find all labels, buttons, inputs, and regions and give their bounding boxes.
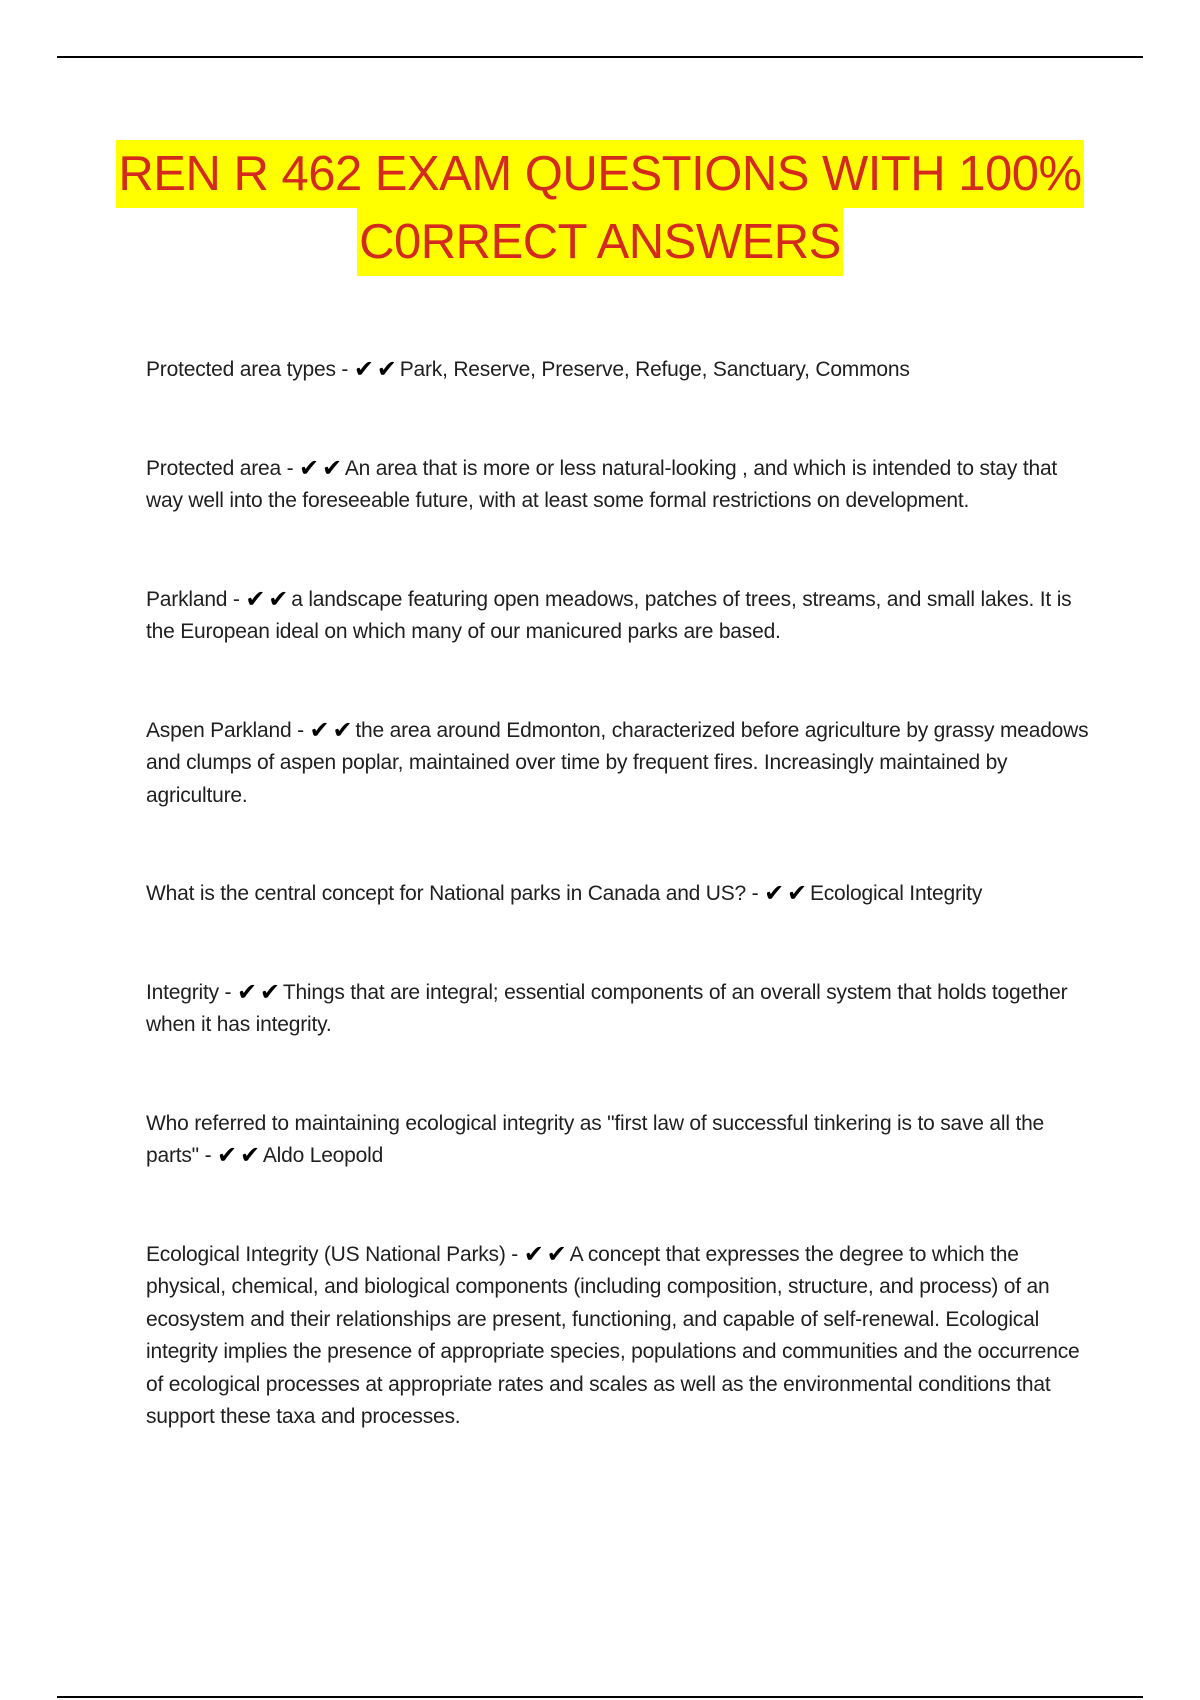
qa-entry xyxy=(146,354,1096,387)
entry-separator: - xyxy=(227,587,246,611)
entry-term: Integrity xyxy=(146,980,219,1004)
check-mark-icon: ✔ xyxy=(217,1141,237,1169)
entry-term: Who referred to maintaining ecological integrity as "first law of successful tinkering is to save all the parts" xyxy=(146,1111,1045,1167)
qa-entry xyxy=(146,584,1096,649)
check-mark-icon: ✔ xyxy=(353,355,374,383)
check-mark-icon: ✔ xyxy=(787,879,807,907)
entry-answer: Park, Reserve, Preserve, Refuge, Sanctuary, Commons xyxy=(399,358,910,381)
entry-term: What is the central concept for National parks in Canada and US? xyxy=(146,882,747,905)
check-mark-icon: ✔ xyxy=(332,715,353,744)
qa-entry xyxy=(146,715,1096,813)
bottom-rule xyxy=(57,1696,1143,1698)
entry-separator: - xyxy=(291,718,310,742)
check-mark-icon: ✔ xyxy=(764,879,785,907)
check-mark-icon: ✔ xyxy=(236,977,257,1006)
check-mark-icon: ✔ xyxy=(546,1239,567,1268)
check-mark-icon: ✔ xyxy=(321,453,342,482)
check-mark-icon: ✔ xyxy=(259,977,280,1006)
qa-entry xyxy=(146,1239,1096,1434)
entry-separator: - xyxy=(280,456,300,480)
qa-entry xyxy=(146,878,1096,911)
check-mark-icon: ✔ xyxy=(523,1239,544,1268)
entry-term: Protected area xyxy=(146,456,281,480)
entry-separator: - xyxy=(505,1242,524,1266)
entry-term: Ecological Integrity (US National Parks) xyxy=(146,1242,506,1266)
entry-separator: - xyxy=(746,882,765,905)
entry-answer: the area around Edmonton, characterized before agriculture by grassy meadows and clumps of aspen poplar, maintained over time by frequent fires. Increasingly maintained by agriculture. xyxy=(146,718,1089,807)
check-mark-icon: ✔ xyxy=(309,715,330,744)
entry-answer: An area that is more or less natural-looking , and which is intended to stay that way well into the foreseeable future, with at least some formal restrictions on development. xyxy=(146,456,1058,512)
entry-separator: - xyxy=(218,980,237,1004)
entry-answer: a landscape featuring open meadows, patches of trees, streams, and small lakes. It is the European ideal on which many of our manicured parks are based. xyxy=(146,587,1072,643)
check-mark-icon: ✔ xyxy=(268,584,289,613)
title-line-1: REN R 462 EXAM QUESTIONS WITH 100% xyxy=(116,140,1083,208)
entry-answer: A concept that expresses the degree to which the physical, chemical, and biological components (including composition, structure, and process) of an ecosystem and their relationships are present, functioning, and capable of self-renewal. Ecological integrity implies the presence of appropriate species, populations and communities and the occurrence of ecological processes at appropriate rates and scales as well as the environmental conditions that support these taxa and processes. xyxy=(146,1242,1080,1428)
check-mark-icon: ✔ xyxy=(376,355,397,383)
entry-answer: Ecological Integrity xyxy=(809,882,983,905)
entry-answer: Aldo Leopold xyxy=(262,1144,384,1167)
entry-separator: - xyxy=(335,358,354,381)
entry-answer: Things that are integral; essential components of an overall system that holds together when it has integrity. xyxy=(146,980,1068,1036)
entry-term: Protected area types xyxy=(146,358,336,381)
title-line-2: C0RRECT ANSWERS xyxy=(357,208,843,276)
entry-separator: - xyxy=(198,1144,218,1167)
qa-list xyxy=(146,333,1096,1500)
qa-entry xyxy=(146,1108,1096,1173)
qa-entry xyxy=(146,453,1096,518)
top-rule xyxy=(57,56,1143,58)
qa-entry xyxy=(146,977,1096,1042)
check-mark-icon: ✔ xyxy=(299,453,319,482)
entry-term: Parkland xyxy=(146,587,228,611)
check-mark-icon: ✔ xyxy=(245,584,266,613)
entry-term: Aspen Parkland xyxy=(146,718,292,742)
check-mark-icon: ✔ xyxy=(239,1141,260,1169)
document-title xyxy=(60,140,1140,276)
